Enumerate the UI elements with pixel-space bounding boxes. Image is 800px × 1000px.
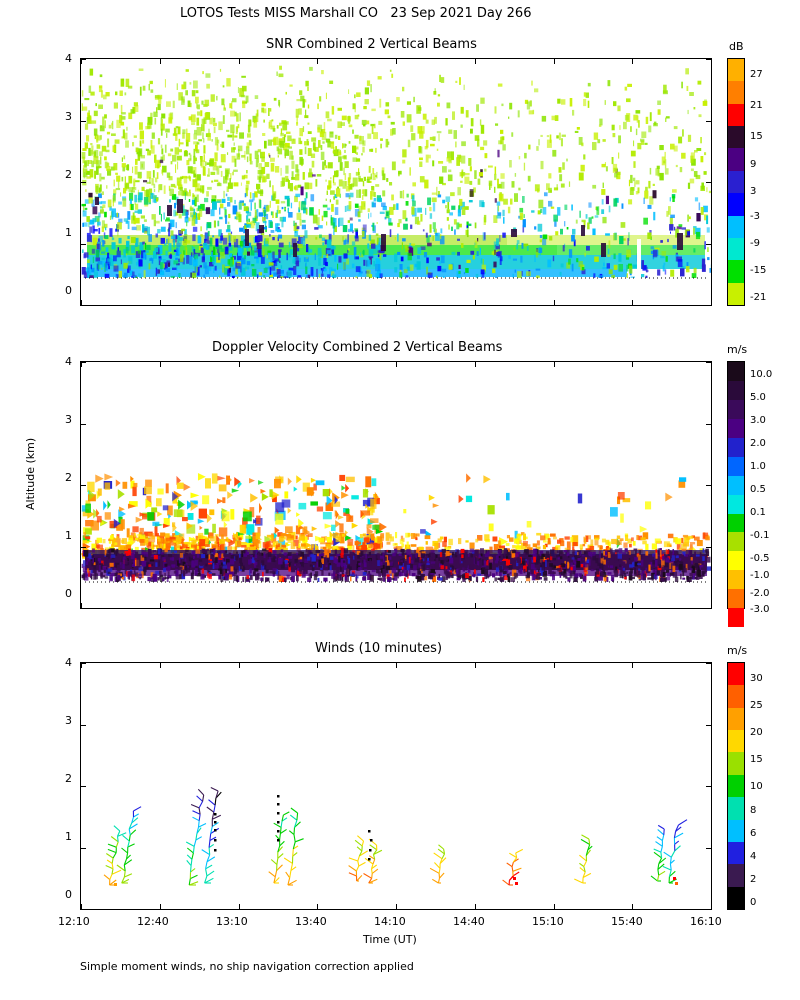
snr-ytick-4: 4 <box>65 52 72 65</box>
wind-cb-label-8: 8 <box>750 805 757 816</box>
x-tick <box>475 361 476 367</box>
wind-cb-label-10: 10 <box>750 781 763 792</box>
dop-ytick-4: 4 <box>65 355 72 368</box>
y-tick <box>706 424 712 425</box>
y-tick <box>706 725 712 726</box>
x-tick <box>317 904 318 910</box>
dop-cb-label-9: -1.0 <box>750 570 770 581</box>
wind-cb-label-30: 30 <box>750 673 763 684</box>
snr-colorbar <box>727 58 745 306</box>
snr-ytick-1: 1 <box>65 226 72 239</box>
wind-cb-label-4: 4 <box>750 851 757 862</box>
x-tick <box>632 904 633 910</box>
x-tick <box>632 662 633 668</box>
x-tick <box>239 662 240 668</box>
x-axis-label: Time (UT) <box>363 933 417 946</box>
snr-colorbar-unit: dB <box>729 40 744 53</box>
winds-plot-area <box>80 662 712 910</box>
snr-plot-area <box>80 58 712 306</box>
y-tick <box>80 547 86 548</box>
x-tick <box>160 904 161 910</box>
doppler-colorbar <box>727 361 745 609</box>
dop-cb-label-3: 2.0 <box>750 438 766 449</box>
wind-cb-label-2: 2 <box>750 874 757 885</box>
x-tick <box>239 603 240 609</box>
x-tick <box>317 603 318 609</box>
winds-colorbar <box>727 662 745 910</box>
panel-1-title: SNR Combined 2 Vertical Beams <box>266 37 477 52</box>
doppler-heatmap <box>81 362 711 608</box>
y-tick <box>80 424 86 425</box>
y-tick <box>706 244 712 245</box>
snr-cb-label-m15: -15 <box>750 265 767 276</box>
x-tick <box>160 662 161 668</box>
panel-3-title: Winds (10 minutes) <box>315 641 443 656</box>
y-tick <box>706 485 712 486</box>
snr-heatmap <box>81 59 711 305</box>
xtick-5: 14:40 <box>453 915 485 928</box>
dop-cb-label-8: -0.5 <box>750 553 770 564</box>
xtick-4: 14:10 <box>374 915 406 928</box>
xtick-2: 13:10 <box>216 915 248 928</box>
x-tick <box>632 603 633 609</box>
x-tick <box>396 361 397 367</box>
x-tick <box>160 300 161 306</box>
x-tick <box>317 58 318 64</box>
snr-cb-label-m21: -21 <box>750 292 767 303</box>
x-tick <box>239 58 240 64</box>
y-tick <box>706 305 712 306</box>
dop-cb-label-5: 0.5 <box>750 484 766 495</box>
xtick-6: 15:10 <box>532 915 564 928</box>
doppler-colorbar-unit: m/s <box>727 343 748 356</box>
y-tick <box>80 485 86 486</box>
y-tick <box>80 182 86 183</box>
y-tick <box>706 909 712 910</box>
y-tick <box>706 362 712 363</box>
dop-cb-label-2: 3.0 <box>750 415 766 426</box>
y-axis-label: Altitude (km) <box>24 437 37 510</box>
dop-cb-label-11: -3.0 <box>750 604 770 615</box>
winds-colorbar-unit: m/s <box>727 644 748 657</box>
y-tick <box>706 608 712 609</box>
panel-2-title: Doppler Velocity Combined 2 Vertical Beams <box>212 340 503 355</box>
x-tick <box>396 58 397 64</box>
x-tick <box>160 603 161 609</box>
snr-cb-label-3: 3 <box>750 186 757 197</box>
y-tick <box>706 848 712 849</box>
x-tick <box>160 361 161 367</box>
snr-cb-label-21: 21 <box>750 100 763 111</box>
x-tick <box>554 904 555 910</box>
footer-note: Simple moment winds, no ship navigation correction applied <box>80 960 414 973</box>
y-tick <box>80 59 86 60</box>
y-tick <box>706 121 712 122</box>
wind-cb-label-20: 20 <box>750 727 763 738</box>
y-tick <box>80 909 86 910</box>
y-tick <box>80 121 86 122</box>
wind-ytick-1: 1 <box>65 830 72 843</box>
x-tick <box>239 904 240 910</box>
x-tick <box>239 300 240 306</box>
y-tick <box>80 725 86 726</box>
x-tick <box>396 603 397 609</box>
x-tick <box>475 662 476 668</box>
x-tick <box>554 662 555 668</box>
dop-cb-label-1: 5.0 <box>750 392 766 403</box>
y-tick <box>80 362 86 363</box>
wind-ytick-4: 4 <box>65 656 72 669</box>
y-tick <box>80 848 86 849</box>
x-tick <box>475 58 476 64</box>
dop-ytick-1: 1 <box>65 529 72 542</box>
wind-cb-label-0: 0 <box>750 897 757 908</box>
snr-cb-label-m3: -3 <box>750 211 760 222</box>
x-tick <box>317 300 318 306</box>
y-tick <box>80 663 86 664</box>
x-tick <box>475 904 476 910</box>
snr-ytick-2: 2 <box>65 168 72 181</box>
x-tick <box>632 300 633 306</box>
wind-ytick-3: 3 <box>65 714 72 727</box>
x-tick <box>239 361 240 367</box>
wind-ytick-2: 2 <box>65 772 72 785</box>
xtick-8: 16:10 <box>690 915 722 928</box>
y-tick <box>706 786 712 787</box>
y-tick <box>706 547 712 548</box>
y-tick <box>706 182 712 183</box>
y-tick <box>80 244 86 245</box>
dop-ytick-0: 0 <box>65 587 72 600</box>
xtick-7: 15:40 <box>611 915 643 928</box>
x-tick <box>554 361 555 367</box>
x-tick <box>317 361 318 367</box>
x-tick <box>396 904 397 910</box>
x-tick <box>475 603 476 609</box>
doppler-plot-area <box>80 361 712 609</box>
x-tick <box>475 300 476 306</box>
y-tick <box>80 608 86 609</box>
x-tick <box>554 58 555 64</box>
x-tick <box>554 603 555 609</box>
figure-title: LOTOS Tests MISS Marshall CO 23 Sep 2021 Day 266 <box>180 6 532 21</box>
x-tick <box>396 662 397 668</box>
x-tick <box>632 361 633 367</box>
dop-cb-label-10: -2.0 <box>750 588 770 599</box>
wind-cb-label-25: 25 <box>750 700 763 711</box>
snr-ytick-3: 3 <box>65 110 72 123</box>
dop-cb-label-7: -0.1 <box>750 530 770 541</box>
wind-ytick-0: 0 <box>65 888 72 901</box>
snr-cb-label-9: 9 <box>750 159 757 170</box>
x-tick <box>396 300 397 306</box>
x-tick <box>632 58 633 64</box>
xtick-1: 12:40 <box>137 915 169 928</box>
wind-cb-label-15: 15 <box>750 754 763 765</box>
x-tick <box>554 300 555 306</box>
y-tick <box>80 786 86 787</box>
snr-cb-label-m9: -9 <box>750 238 760 249</box>
y-tick <box>706 59 712 60</box>
dop-cb-label-4: 1.0 <box>750 461 766 472</box>
dop-ytick-2: 2 <box>65 471 72 484</box>
y-tick <box>80 305 86 306</box>
winds-barbs <box>81 663 711 909</box>
wind-cb-label-6: 6 <box>750 828 757 839</box>
snr-cb-label-27: 27 <box>750 69 763 80</box>
x-tick <box>160 58 161 64</box>
dop-cb-label-6: 0.1 <box>750 507 766 518</box>
xtick-0: 12:10 <box>58 915 90 928</box>
snr-ytick-0: 0 <box>65 284 72 297</box>
snr-cb-label-15: 15 <box>750 131 763 142</box>
dop-cb-label-0: 10.0 <box>750 369 773 380</box>
xtick-3: 13:40 <box>295 915 327 928</box>
y-tick <box>706 663 712 664</box>
x-tick <box>317 662 318 668</box>
dop-ytick-3: 3 <box>65 413 72 426</box>
